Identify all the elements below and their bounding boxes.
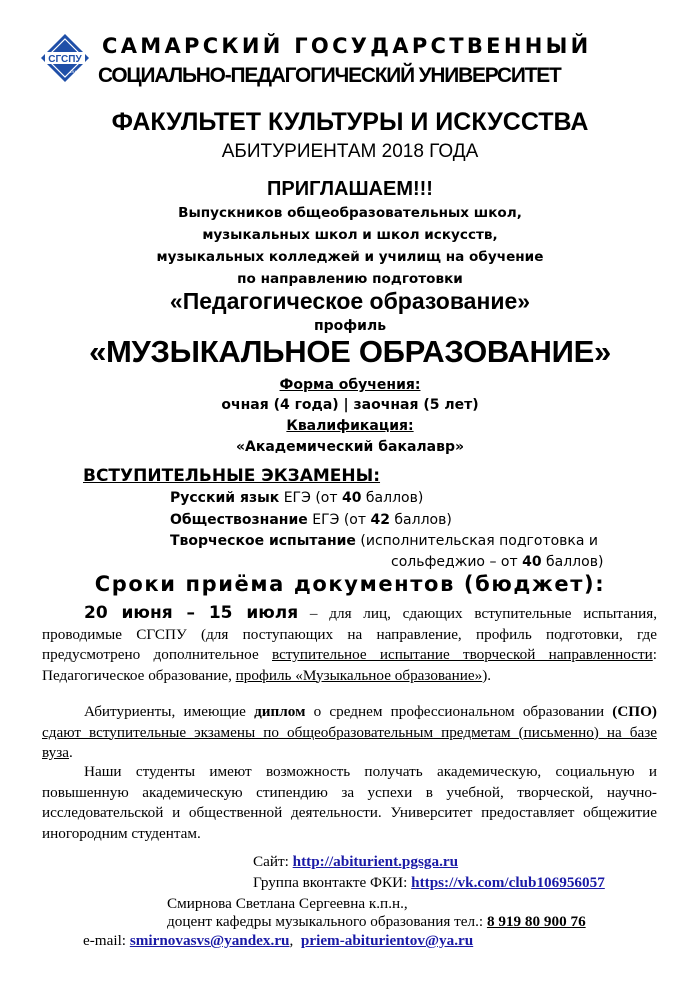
contact-email: e-mail: smirnovasvs@yandex.ru, priem-abiturientov@ya.ru bbox=[83, 932, 474, 949]
deadline-title: Сроки приёма документов (бюджет): bbox=[94, 572, 606, 596]
profile-title: «МУЗЫКАЛЬНОЕ ОБРАЗОВАНИЕ» bbox=[89, 334, 611, 369]
study-form-value: очная (4 года) | заочная (5 лет) bbox=[221, 397, 479, 413]
contact-position: доцент кафедры музыкального образования тел.: 8 919 80 900 76 bbox=[167, 913, 586, 930]
university-logo bbox=[40, 33, 90, 83]
deadline-dates: 20 июня – 15 июля bbox=[84, 603, 299, 623]
exam-item bbox=[170, 490, 423, 506]
invite-line: Выпускников общеобразовательных школ, bbox=[178, 205, 522, 221]
invite-title: ПРИГЛАШАЕМ!!! bbox=[267, 178, 433, 200]
study-form-label: Форма обучения: bbox=[279, 377, 421, 393]
exams-title: ВСТУПИТЕЛЬНЫЕ ЭКЗАМЕНЫ: bbox=[83, 466, 381, 486]
logo-text: СГСПУ bbox=[48, 54, 82, 65]
exam-subject: Обществознание bbox=[170, 512, 308, 528]
logo-subtext: 1911 bbox=[69, 69, 79, 74]
invite-line: музыкальных колледжей и училищ на обучение bbox=[156, 249, 544, 265]
exam-score: 40 bbox=[341, 490, 362, 506]
paragraph-deadline: 20 июня – 15 июля – для лиц, сдающих вступительные испытания, проводимые СГСПУ (для поступающих на направление, профиль подготовки, где предусмотрено дополнительное вступительное испытание творческой направленности: Педагогическое образование, профиль «Музыкальное образование»). bbox=[42, 603, 657, 684]
exam-detail: ЕГЭ (от bbox=[279, 490, 342, 506]
exam-detail: ЕГЭ (от bbox=[307, 512, 371, 528]
exam-item-continuation: сольфеджио – от 40 баллов) bbox=[391, 554, 604, 570]
site-link[interactable]: http://abiturient.pgsga.ru bbox=[292, 853, 459, 870]
profile-label: профиль bbox=[313, 318, 387, 334]
invite-line: музыкальных школ и школ искусств, bbox=[202, 227, 498, 243]
invite-line: по направлению подготовки bbox=[237, 271, 463, 287]
email-link-1[interactable]: smirnovasvs@yandex.ru bbox=[129, 932, 290, 949]
exam-subject: Творческое испытание bbox=[170, 533, 356, 549]
qualification-label: Квалификация: bbox=[286, 418, 414, 434]
exam-detail: баллов) bbox=[389, 512, 452, 528]
exam-subject: Русский язык bbox=[170, 490, 280, 506]
phone-number[interactable]: 8 919 80 900 76 bbox=[486, 913, 586, 930]
exam-score: 42 bbox=[370, 512, 390, 528]
exam-score: 40 bbox=[522, 554, 542, 570]
contact-site: Сайт: http://abiturient.pgsga.ru bbox=[253, 853, 459, 870]
direction-title: «Педагогическое образование» bbox=[169, 288, 531, 314]
paragraph-spo: Абитуриенты, имеющие диплом о среднем профессиональном образовании (СПО) сдают вступительные экзамены по общеобразовательным предметам (письменно) на базе вуза. bbox=[42, 703, 657, 761]
paragraph-scholarship: Наши студенты имеют возможность получать академическую, социальную и повышенную академическую стипендию за успехи в учебной, творческой, научно-исследовательской и общественной деятельности. Университет предоставляет общежитие иногородним студентам. bbox=[42, 763, 657, 842]
contact-person: Смирнова Светлана Сергеевна к.п.н., bbox=[167, 895, 408, 912]
faculty-title: ФАКУЛЬТЕТ КУЛЬТУРЫ И ИСКУССТВА bbox=[111, 108, 589, 136]
university-name-line2: СОЦИАЛЬНО-ПЕДАГОГИЧЕСКИЙ УНИВЕРСИТЕТ bbox=[98, 63, 561, 87]
email-link-2[interactable]: priem-abiturientov@ya.ru bbox=[300, 932, 474, 949]
exam-detail: баллов) bbox=[361, 490, 424, 506]
university-name-line1: САМАРСКИЙ ГОСУДАРСТВЕННЫЙ bbox=[102, 34, 592, 58]
exam-detail: (исполнительская подготовка и bbox=[355, 533, 599, 549]
exam-item bbox=[170, 533, 598, 549]
contact-vk: Группа вконтакте ФКИ: https://vk.com/club106956057 bbox=[253, 874, 605, 891]
vk-link[interactable]: https://vk.com/club106956057 bbox=[411, 874, 605, 891]
qualification-value: «Академический бакалавр» bbox=[235, 439, 465, 455]
exam-item bbox=[170, 512, 452, 528]
audience-subtitle: АБИТУРИЕНТАМ 2018 ГОДА bbox=[221, 141, 479, 162]
